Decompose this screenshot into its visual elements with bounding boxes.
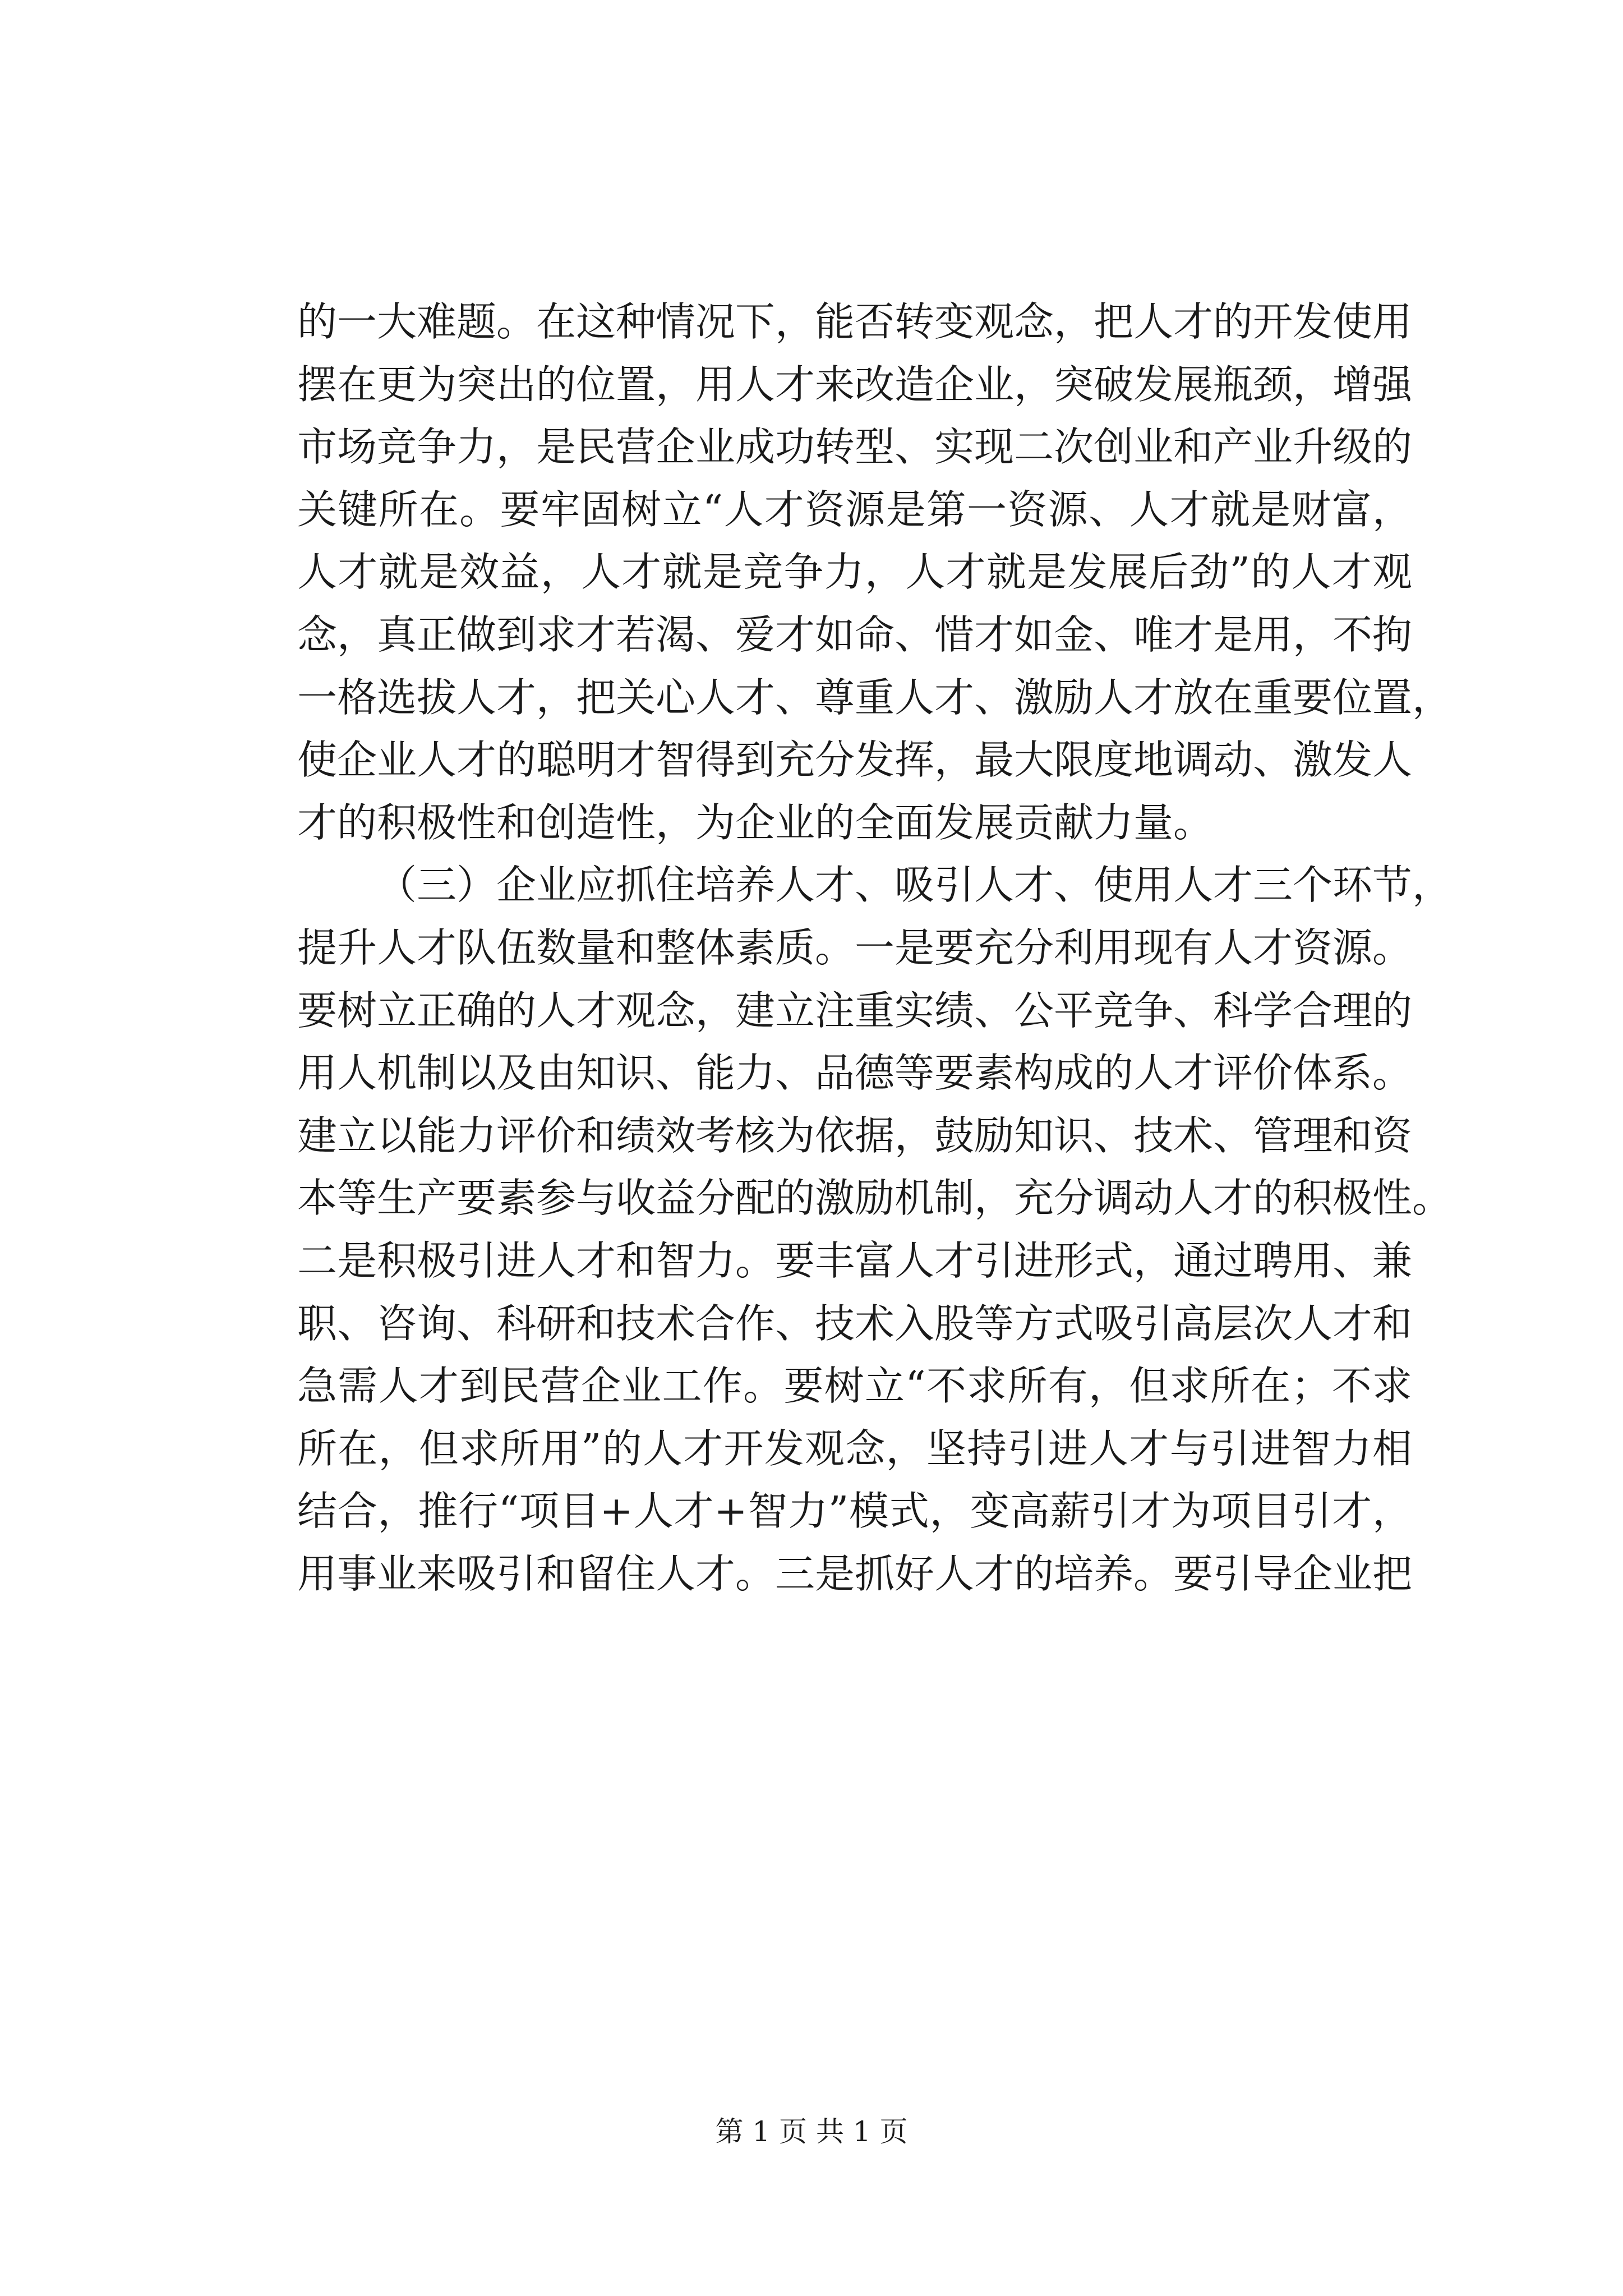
text-line: 建立以能力评价和绩效考核为依据，鼓励知识、技术、管理和资 bbox=[297, 1112, 1413, 1159]
text-line: 市场竞争力，是民营企业成功转型、实现二次创业和产业升级的 bbox=[297, 424, 1413, 471]
section-heading-line: （三）企业应抓住培养人才、吸引人才、使用人才三个环节， bbox=[377, 862, 1453, 909]
text-line: 人才就是效益，人才就是竞争力，人才就是发展后劲”的人才观 bbox=[297, 549, 1412, 596]
text-line: 使企业人才的聪明才智得到充分发挥，最大限度地调动、激发人 bbox=[297, 737, 1413, 784]
text-line: 要树立正确的人才观念，建立注重实绩、公平竞争、科学合理的 bbox=[297, 987, 1413, 1034]
text-line: 关键所在。要牢固树立“人才资源是第一资源、人才就是财富， bbox=[297, 486, 1412, 533]
text-line: 所在，但求所用”的人才开发观念，坚持引进人才与引进智力相 bbox=[297, 1425, 1412, 1472]
text-line: 一格选拔人才，把关心人才、尊重人才、激励人才放在重要位置， bbox=[297, 674, 1453, 721]
text-line: 的一大难题。在这种情况下，能否转变观念，把人才的开发使用 bbox=[297, 298, 1413, 345]
text-line: 用事业来吸引和留住人才。三是抓好人才的培养。要引导企业把 bbox=[297, 1550, 1413, 1597]
text-line: 本等生产要素参与收益分配的激励机制，充分调动人才的积极性。 bbox=[297, 1175, 1453, 1222]
text-line: 用人机制以及由知识、能力、品德等要素构成的人才评价体系。 bbox=[297, 1050, 1413, 1097]
text-line: 二是积极引进人才和智力。要丰富人才引进形式，通过聘用、兼 bbox=[297, 1237, 1413, 1284]
page-number-footer: 第 1 页 共 1 页 bbox=[715, 2115, 908, 2148]
text-line: 急需人才到民营企业工作。要树立“不求所有，但求所在；不求 bbox=[297, 1363, 1412, 1410]
text-line: 结合，推行“项目+人才+智力”模式，变高薪引才为项目引才， bbox=[297, 1488, 1412, 1535]
text-line: 摆在更为突出的位置，用人才来改造企业，突破发展瓶颈，增强 bbox=[297, 361, 1413, 408]
body-text bbox=[297, 291, 1453, 1605]
text-line: 职、咨询、科研和技术合作、技术入股等方式吸引高层次人才和 bbox=[297, 1300, 1413, 1347]
text-line: 念，真正做到求才若渴、爱才如命、惜才如金、唯才是用，不拘 bbox=[297, 611, 1413, 658]
text-line: 提升人才队伍数量和整体素质。一是要充分利用现有人才资源。 bbox=[297, 924, 1413, 971]
paragraph-end-line: 才的积极性和创造性，为企业的全面发展贡献力量。 bbox=[297, 799, 1214, 846]
